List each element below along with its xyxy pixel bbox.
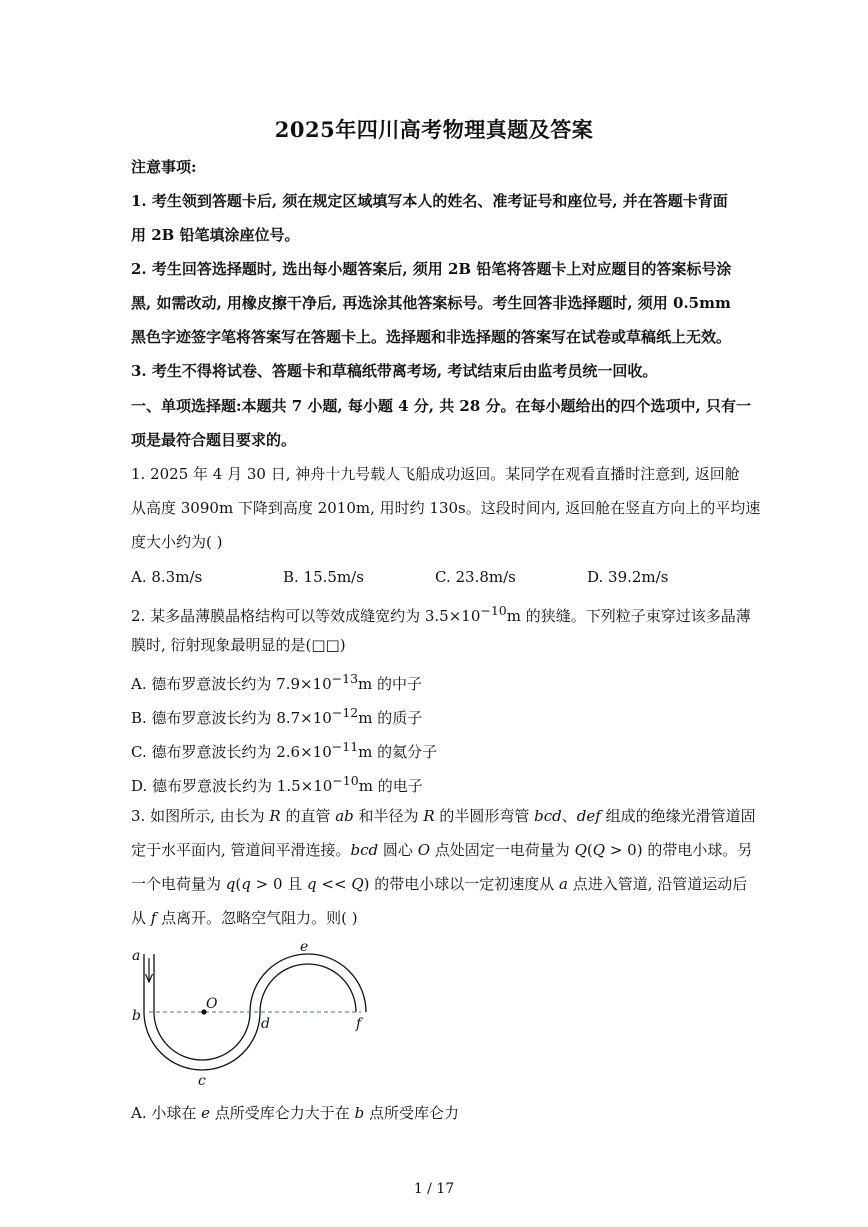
q2-option-a: A. 德布罗意波长约为 $7.9\times 10^{-13}m$ 的中子	[131, 671, 423, 693]
q2-text: 2. 某多晶薄膜晶格结构可以等效成缝宽约为 $3.5\times 10^{-10}m$ 的狭缝。下列粒子束穿过该多晶薄	[131, 603, 751, 625]
q1-text: 1. 2025 年 4 月 30 日, 神舟十九号载人飞船成功返回。某同学在观看直播时注意到, 返回舱	[131, 465, 740, 483]
pipe-bcd-outer	[144, 1012, 260, 1070]
q2-option-c: C. 德布罗意波长约为 $2.6\times 10^{-11}m$ 的氦分子	[131, 739, 438, 761]
pipe-bcd-inner	[154, 1012, 250, 1060]
pipe-def-outer	[250, 954, 366, 1012]
label-d: d	[261, 1016, 270, 1032]
label-b: b	[132, 1008, 141, 1024]
notice-line: 1. 考生领到答题卡后, 须在规定区域填写本人的姓名、准考证号和座位号, 并在答题卡背面	[131, 192, 728, 210]
q3-text: 一个电荷量为 q(q > 0 且 q << Q) 的带电小球以一定初速度从 a 点进入管道, 沿管道运动后	[131, 875, 748, 893]
notice-line: 黑色字迹签字笔将答案写在答题卡上。选择题和非选择题的答案写在试卷或草稿纸上无效。	[131, 328, 732, 346]
q1-option-b: B. 15.5m/s	[283, 568, 364, 586]
q2-option-d: D. 德布罗意波长约为 $1.5\times 10^{-10}m$ 的电子	[131, 773, 423, 795]
pipe-def-inner	[260, 964, 356, 1012]
notice-line: 黑, 如需改动, 用橡皮擦干净后, 再选涂其他答案标号。考生回答非选择题时, 须用 0.5mm	[131, 294, 731, 312]
label-e: e	[300, 940, 309, 955]
notice-line: 用 2B 铅笔填涂座位号。	[131, 226, 300, 244]
q3-text: 3. 如图所示, 由长为 R 的直管 ab 和半径为 R 的半圆形弯管 bcd、def 组成的绝缘光滑管道固	[131, 807, 756, 825]
q1-text: 度大小约为( )	[131, 533, 223, 551]
page-title: 2025年四川高考物理真题及答案	[274, 117, 594, 142]
q1-text: 从高度 3090m 下降到高度 2010m, 用时约 130s。这段时间内, 返回舱在竖直方向上的平均速	[131, 499, 761, 517]
label-f: f	[356, 1016, 362, 1032]
q1-option-a: A. 8.3m/s	[131, 568, 203, 586]
notice-line: 2. 考生回答选择题时, 选出每小题答案后, 须用 2B 铅笔将答题卡上对应题目的答案标号涂	[131, 260, 732, 278]
q1-option-c: C. 23.8m/s	[435, 568, 516, 586]
q1-option-d: D. 39.2m/s	[587, 568, 669, 586]
q2-text: 膜时, 衍射现象最明显的是(□□)	[131, 636, 346, 654]
q1-options	[131, 567, 741, 587]
page-number: 1 / 17	[413, 1181, 455, 1197]
notice-header: 注意事项:	[131, 158, 197, 176]
label-a: a	[132, 948, 141, 964]
label-c: c	[198, 1073, 206, 1089]
q3-text: 从 f 点离开。忽略空气阻力。则( )	[131, 909, 358, 927]
section-heading: 项是最符合题目要求的。	[131, 431, 297, 449]
notice-line: 3. 考生不得将试卷、答题卡和草稿纸带离考场, 考试结束后由监考员统一回收。	[131, 362, 658, 380]
q3-pipe-diagram	[128, 940, 388, 1090]
label-o: O	[206, 996, 218, 1012]
section-heading: 一、单项选择题:本题共 7 小题, 每小题 4 分, 共 28 分。在每小题给出的四个选项中, 只有一	[131, 397, 751, 415]
q3-option-a: A. 小球在 e 点所受库仑力大于在 b 点所受库仑力	[131, 1104, 459, 1122]
q2-option-b: B. 德布罗意波长约为 $8.7\times 10^{-12}m$ 的质子	[131, 705, 423, 727]
q3-text: 定于水平面内, 管道间平滑连接。bcd 圆心 O 点处固定一电荷量为 Q(Q > 0) 的带电小球。另	[131, 841, 753, 859]
